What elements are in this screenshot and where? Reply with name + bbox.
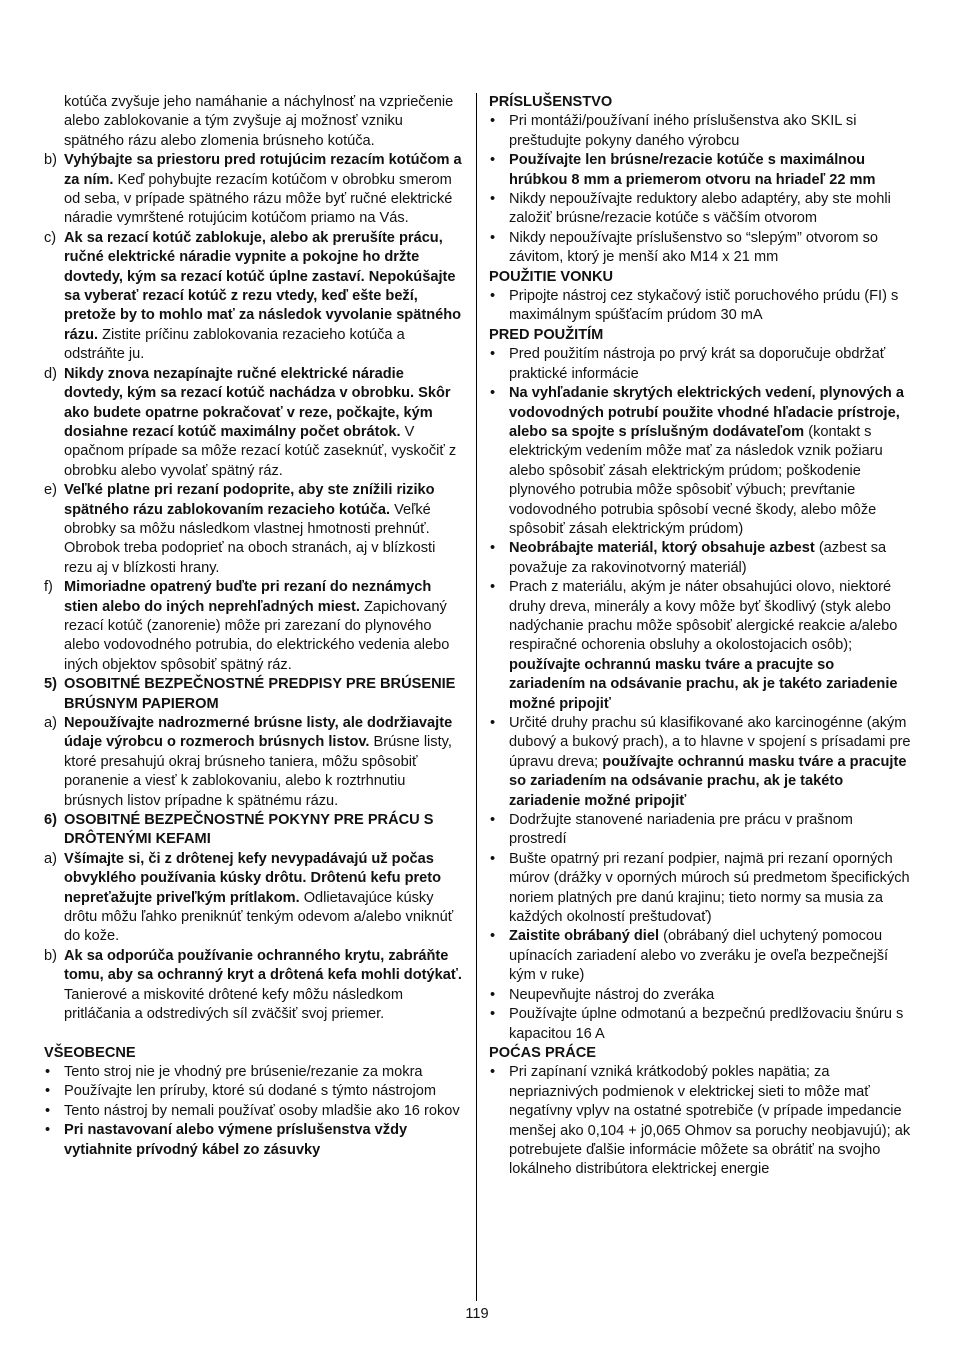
- item-text: Používajte úplne odmotanú a bezpečnú predlžovaciu šnúru s kapacitou 16 A: [509, 1006, 904, 1042]
- left-column: [44, 93, 466, 1160]
- list-item: [489, 714, 913, 811]
- item-text: Pri montáži/používaní iného príslušenstva ako SKIL si preštudujte pokyny daného výrobcu: [509, 113, 857, 149]
- list-section-6: [44, 850, 466, 1025]
- list-item: [489, 384, 913, 539]
- item-text: Nikdy nepoužívajte reduktory alebo adaptéry, aby ste mohli založiť brúsne/rezacie kotúče s väčším otvorom: [509, 191, 891, 227]
- heading-number: 5): [44, 676, 57, 693]
- item-bold-text: Ak sa odporúča používanie ochranného krytu, zabráňte tomu, aby sa ochranný kryt a drôtená kefa mohli dotýkať.: [64, 947, 462, 984]
- list-item: [489, 112, 913, 151]
- item-bold-text: Veľké platne pri rezaní podoprite, aby ste znížili riziko spätného rázu zablokovaním rezacieho kotúča.: [64, 482, 435, 518]
- item-marker: •: [490, 191, 496, 208]
- item-bold-text: Používajte len brúsne/rezacie kotúče s maximálnou hrúbkou 8 mm a priemerom otvoru na hriadeľ 22 mm: [509, 152, 876, 188]
- item-marker: f): [44, 579, 53, 596]
- list-item: [44, 947, 466, 1025]
- heading-accessories: PRÍSLUŠENSTVO: [489, 94, 613, 110]
- list-item: [44, 1121, 466, 1160]
- list-item: [489, 345, 913, 384]
- item-bold-text: Nepoužívajte nadrozmerné brúsne listy, ale dodržiavajte údaje výrobcu o rozmeroch brúsnych listov.: [64, 715, 453, 751]
- item-marker: •: [490, 1006, 496, 1023]
- item-text: Zapichovaný rezací kotúč (zanorenie) môže pri zarezaní do plynového alebo vodovodného potrubia, do elektrického vedenia alebo iných objektov spôsobiť spätný ráz.: [64, 598, 450, 673]
- item-bold-text: používajte ochrannú masku tváre a pracujte so zariadením na odsávanie prachu, ak je takéto zariadenie možné pripojiť: [509, 656, 898, 712]
- list-item: [44, 714, 466, 811]
- column-divider: [476, 93, 477, 1301]
- item-marker: •: [45, 1063, 51, 1080]
- item-text: Používajte len príruby, ktoré sú dodané s týmto nástrojom: [64, 1083, 437, 1100]
- heading-outdoor: POUŽITIE VONKU: [489, 268, 614, 285]
- list-item: [44, 481, 466, 578]
- item-bold-text: Všímajte si, či z drôtenej kefy nevypadávajú už počas obvyklého používania kúsky drôtu. Drôtenú kefu preto nepreťažujte priveľkým prítlakom.: [64, 850, 442, 906]
- item-marker: •: [490, 540, 496, 557]
- list-item: [44, 850, 466, 947]
- item-text: Nikdy nepoužívajte príslušenstvo so “slepým” otvorom so závitom, ktorý je menší ako M14 x 21 mm: [509, 229, 879, 266]
- list-item: [489, 1063, 913, 1179]
- list-item: [44, 1102, 466, 1121]
- list-section-4: [44, 151, 466, 675]
- item-marker: •: [490, 346, 496, 363]
- section-heading-5: [44, 675, 466, 714]
- list-item: [44, 1082, 466, 1101]
- item-text: Pred použitím nástroja po prvý krát sa doporučuje obdržať praktické informácie: [509, 346, 886, 382]
- item-marker: •: [45, 1083, 51, 1100]
- item-marker: e): [44, 482, 57, 499]
- item-marker: •: [490, 986, 496, 1003]
- heading-text: OSOBITNÉ BEZPEČNOSTNÉ PREDPISY PRE BRÚSENIE BRÚSNYM PAPIEROM: [64, 676, 456, 712]
- list-during-work: [489, 1063, 913, 1179]
- item-marker: •: [490, 928, 496, 945]
- item-marker: •: [45, 1102, 51, 1119]
- item-text: Brúsne listy, ktoré presahujú okraj brúsneho taniera, môžu spôsobiť poranenie a viesť k zablokovaniu, alebo k roztrhnutiu brúsnych listov prípadne k spätnému rázu.: [64, 734, 452, 809]
- item-marker: •: [490, 113, 496, 130]
- item-bold-text: Ak sa rezací kotúč zablokuje, alebo ak prerušíte prácu, ručné elektrické náradie vypnite a pokojne ho držte dovtedy, kým sa rezací kotúč úplne zastaví. Nepokúšajte sa vyberať rezací kotúč z rezu vtedy, keď ešte beží, pretože by to mohlo mať za následok vyvolanie spätného rázu.: [64, 229, 462, 343]
- item-text: Dodržujte stanovené nariadenia pre prácu v prašnom prostredí: [509, 812, 853, 848]
- list-item: [44, 151, 466, 229]
- item-bold-text: Pri nastavovaní alebo výmene príslušenstva vždy vytiahnite prívodný kábel zo zásuvky: [64, 1122, 408, 1158]
- item-text: (azbest sa považuje za rakovinotvorný materiál): [509, 540, 887, 576]
- page-number: 119: [465, 1306, 489, 1322]
- item-marker: •: [45, 1122, 51, 1139]
- list-item: [489, 287, 913, 326]
- list-item: [489, 1005, 913, 1044]
- list-item: [489, 151, 913, 190]
- list-item: [489, 578, 913, 714]
- item-text: Pripojte nástroj cez stykačový istič poruchového prúdu (FI) s maximálnym spúšťacím prúdom 30 mA: [509, 288, 899, 324]
- item-marker: •: [490, 1064, 496, 1081]
- item-text: Veľké obrobky sa môžu následkom vlastnej hmotnosti prehnúť. Obrobok treba podoprieť na oboch stranách, aj v blízkosti rezu aj v blízkosti hrany.: [64, 501, 436, 576]
- list-general: [44, 1063, 466, 1160]
- list-item: [489, 539, 913, 578]
- list-outdoor: [489, 287, 913, 326]
- list-accessories: [489, 112, 913, 267]
- list-before-use: [489, 345, 913, 1044]
- heading-number: 6): [44, 812, 57, 829]
- list-section-5: [44, 714, 466, 811]
- item-marker: •: [490, 288, 496, 305]
- item-text: Tento nástroj by nemali používať osoby mladšie ako 16 rokov: [64, 1102, 460, 1119]
- item-bold-text: používajte ochrannú masku tváre a pracujte so zariadením na odsávanie prachu, ak je takéto zariadenie možné pripojiť: [509, 753, 907, 809]
- list-item: [489, 811, 913, 850]
- heading-during-work: POĆAS PRÁCE: [489, 1044, 597, 1061]
- list-item: [489, 190, 913, 229]
- item-marker: b): [44, 947, 57, 964]
- item-marker: d): [44, 365, 57, 382]
- item-text: Prach z materiálu, akým je náter obsahujúci olovo, niektoré druhy dreva, minerály a kovy môže byť škodlivý (styk alebo nadýchanie prachu môže spôsobiť alergické reakcie a/alebo respiračné ochorenia obsluhy a okolostojacich osôb);: [509, 579, 898, 654]
- item-text: (kontakt s elektrickým vedením môže mať za následok vznik požiaru alebo spôsobiť zásah elektrickým prúdom; poškodenie plynového potrubia môže spôsobiť výbuch; prevŕtanie vodovodného potrubia spôsobí vecné škody, alebo môže spôsobiť zásah elektrickým prúdom): [509, 423, 883, 537]
- item-bold-text: Mimoriadne opatrený buďte pri rezaní do neznámych stien alebo do iných neprehľadných miest.: [64, 579, 432, 615]
- item-text: Keď pohybujte rezacím kotúčom v obrobku smerom od seba, v prípade spätného rázu môže byť ručné elektrické náradie vymrštené rotujúcim kotúčom priamo na Vás.: [64, 171, 453, 227]
- item-marker: b): [44, 152, 57, 169]
- list-item: [489, 229, 913, 268]
- section-heading-6: [44, 811, 466, 850]
- item-bold-text: Vyhýbajte sa priestoru pred rotujúcim rezacím kotúčom a za ním.: [64, 152, 462, 188]
- list-item: [489, 850, 913, 928]
- item-text: Zistite príčinu zablokovania rezacieho kotúča a odstráňte ju.: [64, 326, 405, 363]
- item-text: Neupevňujte nástroj do zveráka: [509, 986, 715, 1003]
- list-item: [489, 927, 913, 985]
- item-text: Určité druhy prachu sú klasifikované ako karcinogénne (akým dubový a bukový prach), a to hlavne v spojení s prísadami pre úpravu dreva;: [509, 715, 911, 770]
- item-marker: •: [490, 385, 496, 402]
- item-marker: •: [490, 579, 496, 596]
- item-text: Pri zapínaní vzniká krátkodobý pokles napätia; za nepriaznivých podmienok v elektrickej sieti to môže mať negatívny vplyv na ostatné spotrebiče (v prípade impedancie menšej ako 0,104 + j0,065 Ohmov sa poruchy neobjavujú); ak potrebujete ďalšie informácie môžete sa obrátiť na svojho lokálneho distribútora elektrickej energie: [509, 1064, 911, 1178]
- item-marker: •: [490, 850, 496, 867]
- item-marker: a): [44, 850, 57, 867]
- item-bold-text: Neobrábajte materiál, ktorý obsahuje azbest: [509, 540, 815, 557]
- item-marker: •: [490, 152, 496, 169]
- heading-before-use: PRED POUŽITÍM: [489, 326, 604, 343]
- item-text: V opačnom prípade sa môže rezací kotúč zaseknúť, vyskočiť z obrobku alebo vyvolať spätný ráz.: [64, 423, 457, 479]
- item-marker: c): [44, 229, 57, 246]
- item-text: Odlietavajúce kúsky drôtu môžu ľahko preniknúť tenkým odevom a/alebo vniknúť do kože.: [64, 889, 454, 945]
- heading-text: OSOBITNÉ BEZPEČNOSTNÉ POKYNY PRE PRÁCU S DRÔTENÝMI KEFAMI: [64, 812, 434, 848]
- item-marker: •: [490, 812, 496, 829]
- list-item: [44, 229, 466, 365]
- item-bold-text: Nikdy znova nezapínajte ručné elektrické náradie dovtedy, kým sa rezací kotúč nachádza v obrobku. Skôr ako budete opatrne pokračovať v reze, počkajte, kým dosiahne rezací kotúč maximálny počet obrátok.: [64, 365, 451, 440]
- item-text: Tento stroj nie je vhodný pre brúsenie/rezanie za mokra: [64, 1063, 423, 1080]
- item-marker: a): [44, 715, 57, 731]
- item-marker: •: [490, 715, 496, 731]
- item-bold-text: Zaistite obrábaný diel: [509, 928, 660, 945]
- list-item: [44, 365, 466, 481]
- item-text: Bušte opatrný pri rezaní podpier, najmä pri rezaní oporných múrov (drážky v oporných múroch sú predmetom špecifických noriem platných pre danú krajinu; tieto normy sa musia za každých okolností preštudovať): [509, 850, 910, 926]
- item-bold-text: Na vyhľadanie skrytých elektrických vedení, plynových a vodovodných potrubí použite vhodné hľadacie prístroje, alebo sa spojte s príslušným dodávateľom: [509, 385, 904, 440]
- heading-general: VŠEOBECNE: [44, 1044, 136, 1061]
- item-text: Tanierové a miskovité drôtené kefy môžu následkom pritláčania a odstredivých síl zväčšiť svoj priemer.: [64, 986, 404, 1023]
- item-marker: •: [490, 229, 496, 246]
- list-item: [489, 986, 913, 1005]
- right-column: [489, 93, 913, 1180]
- list-item: [44, 1063, 466, 1082]
- item-text: (obrábaný diel uchytený pomocou upínacích zariadení alebo vo zveráku je oveľa bezpečnejší kým v ruke): [509, 928, 889, 984]
- continued-paragraph: kotúča zvyšuje jeho namáhanie a náchylnosť na vzpriečenie alebo zablokovanie a tým zvyšuje aj možnosť vzniku spätného rázu alebo zlomenia brúsneho kotúča.: [64, 94, 454, 149]
- list-item: [44, 578, 466, 675]
